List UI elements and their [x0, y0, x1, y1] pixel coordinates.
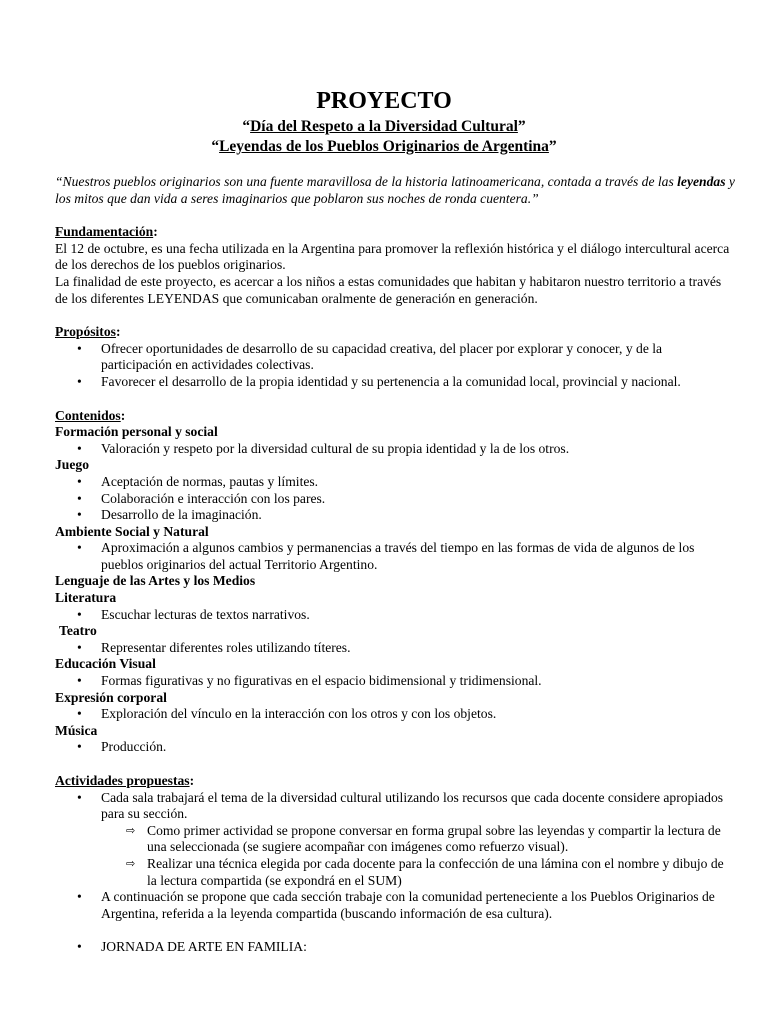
list-item: • Formas figurativas y no figurativas en el espacio bidimensional y tridimensional. — [55, 673, 735, 690]
quote-bold-word: leyendas — [677, 174, 726, 189]
actividades-list-3 — [55, 939, 735, 956]
list-item: • Escuchar lecturas de textos narrativos. — [55, 607, 735, 624]
fundamentacion-paragraph-1: El 12 de octubre, es una fecha utilizada en la Argentina para promover la reflexión histórica y el diálogo intercultural acerca de los derechos de los pueblos originarios. — [55, 240, 730, 273]
sub-list-item: ⇨ Realizar una técnica elegida por cada docente para la confección de una lámina con el nombre y dibujo de la lectura compartida (se expondrá en el SUM) — [55, 856, 735, 889]
expresion-list — [55, 706, 735, 723]
subheading-lenguaje: Lenguaje de las Artes y los Medios — [55, 573, 256, 589]
list-item: • Aceptación de normas, pautas y límites. — [55, 474, 735, 491]
teatro-list — [55, 640, 735, 657]
list-item: • A continuación se propone que cada sección trabaje con la comunidad perteneciente a los Pueblos Originarios de Argentina, referida a la leyenda compartida (buscando información de esa cultura). — [55, 889, 735, 922]
subheading-formacion: Formación personal y social — [55, 424, 218, 440]
juego-list — [55, 474, 735, 524]
subtitle-1-text: Día del Respeto a la Diversidad Cultural — [250, 118, 518, 135]
propositos-list — [55, 341, 735, 391]
subheading-musica: Música — [55, 722, 98, 738]
heading-text: Contenidos — [55, 407, 121, 423]
subheading-ambiente: Ambiente Social y Natural — [55, 523, 209, 539]
musica-list — [55, 739, 735, 756]
epigraph-quote — [55, 174, 735, 207]
heading-text: Propósitos — [55, 324, 116, 340]
list-item: • Favorecer el desarrollo de la propia identidad y su pertenencia a la comunidad local, provincial y nacional. — [55, 374, 735, 391]
heading-text: Fundamentación — [55, 224, 154, 240]
formacion-list — [55, 441, 735, 458]
section-contenidos-heading: Contenidos: — [55, 407, 126, 423]
quote-part-2: y los mitos que dan vida a seres imaginarios que poblaron sus noches de ronda cuentera.” — [55, 174, 735, 206]
list-item: • JORNADA DE ARTE EN FAMILIA: — [55, 939, 735, 956]
list-item: • Representar diferentes roles utilizando títeres. — [55, 640, 735, 657]
fundamentacion-paragraph-2: La finalidad de este proyecto, es acercar a los niños a estas comunidades que habitan y habitaron nuestro territorio a través de los diferentes LEYENDAS que comunicaban oralmente de generación en generación. — [55, 273, 722, 306]
list-item: • Producción. — [55, 739, 735, 756]
list-item: • Exploración del vínculo en la interacción con los otros y con los objetos. — [55, 706, 735, 723]
subtitle-1: “Día del Respeto a la Diversidad Cultural” — [242, 118, 526, 135]
document-body — [55, 174, 735, 956]
section-actividades-heading: Actividades propuestas: — [55, 773, 195, 788]
heading-text: Actividades propuestas — [55, 773, 190, 788]
list-item: • Desarrollo de la imaginación. — [55, 507, 735, 524]
list-item: • Ofrecer oportunidades de desarrollo de su capacidad creativa, del placer por explorar y conocer, y de la participación en actividades colectivas. — [55, 341, 735, 374]
subheading-educacion-visual: Educación Visual — [55, 656, 156, 672]
sub-list-item: ⇨ Como primer actividad se propone conversar en forma grupal sobre las leyendas y compartir la lectura de una seleccionada (se sugiere acompañar con imágenes como refuerzo visual). — [55, 823, 735, 856]
spacer — [55, 922, 735, 939]
ambiente-list — [55, 540, 735, 573]
literatura-list — [55, 607, 735, 624]
document-title: PROYECTO — [316, 88, 452, 114]
section-fundamentacion-heading: Fundamentación: — [55, 224, 158, 240]
actividades-list-2 — [55, 889, 735, 922]
subheading-expresion: Expresión corporal — [55, 689, 167, 705]
subtitle-2: “Leyendas de los Pueblos Originarios de Argentina” — [211, 138, 557, 155]
subtitle-2-text: Leyendas de los Pueblos Originarios de Argentina — [219, 138, 549, 155]
educacion-list — [55, 673, 735, 690]
subheading-teatro: Teatro — [59, 623, 97, 639]
quote-part-1: “Nuestros pueblos originarios son una fuente maravillosa de la historia latinoamericana, contada a través de las — [55, 174, 678, 189]
list-item: • Cada sala trabajará el tema de la diversidad cultural utilizando los recursos que cada docente considere apropiados para su sección. — [55, 790, 735, 823]
list-item: • Valoración y respeto por la diversidad cultural de su propia identidad y la de los otros. — [55, 441, 735, 458]
section-propositos-heading: Propósitos: — [55, 324, 121, 340]
subheading-juego: Juego — [55, 457, 89, 473]
actividades-list — [55, 790, 735, 823]
actividades-sublist — [55, 823, 735, 889]
subheading-literatura: Literatura — [55, 590, 117, 606]
list-item: • Aproximación a algunos cambios y permanencias a través del tiempo en las formas de vida de algunos de los pueblos originarios del actual Territorio Argentino. — [55, 540, 735, 573]
list-item: • Colaboración e interacción con los pares. — [55, 491, 735, 508]
